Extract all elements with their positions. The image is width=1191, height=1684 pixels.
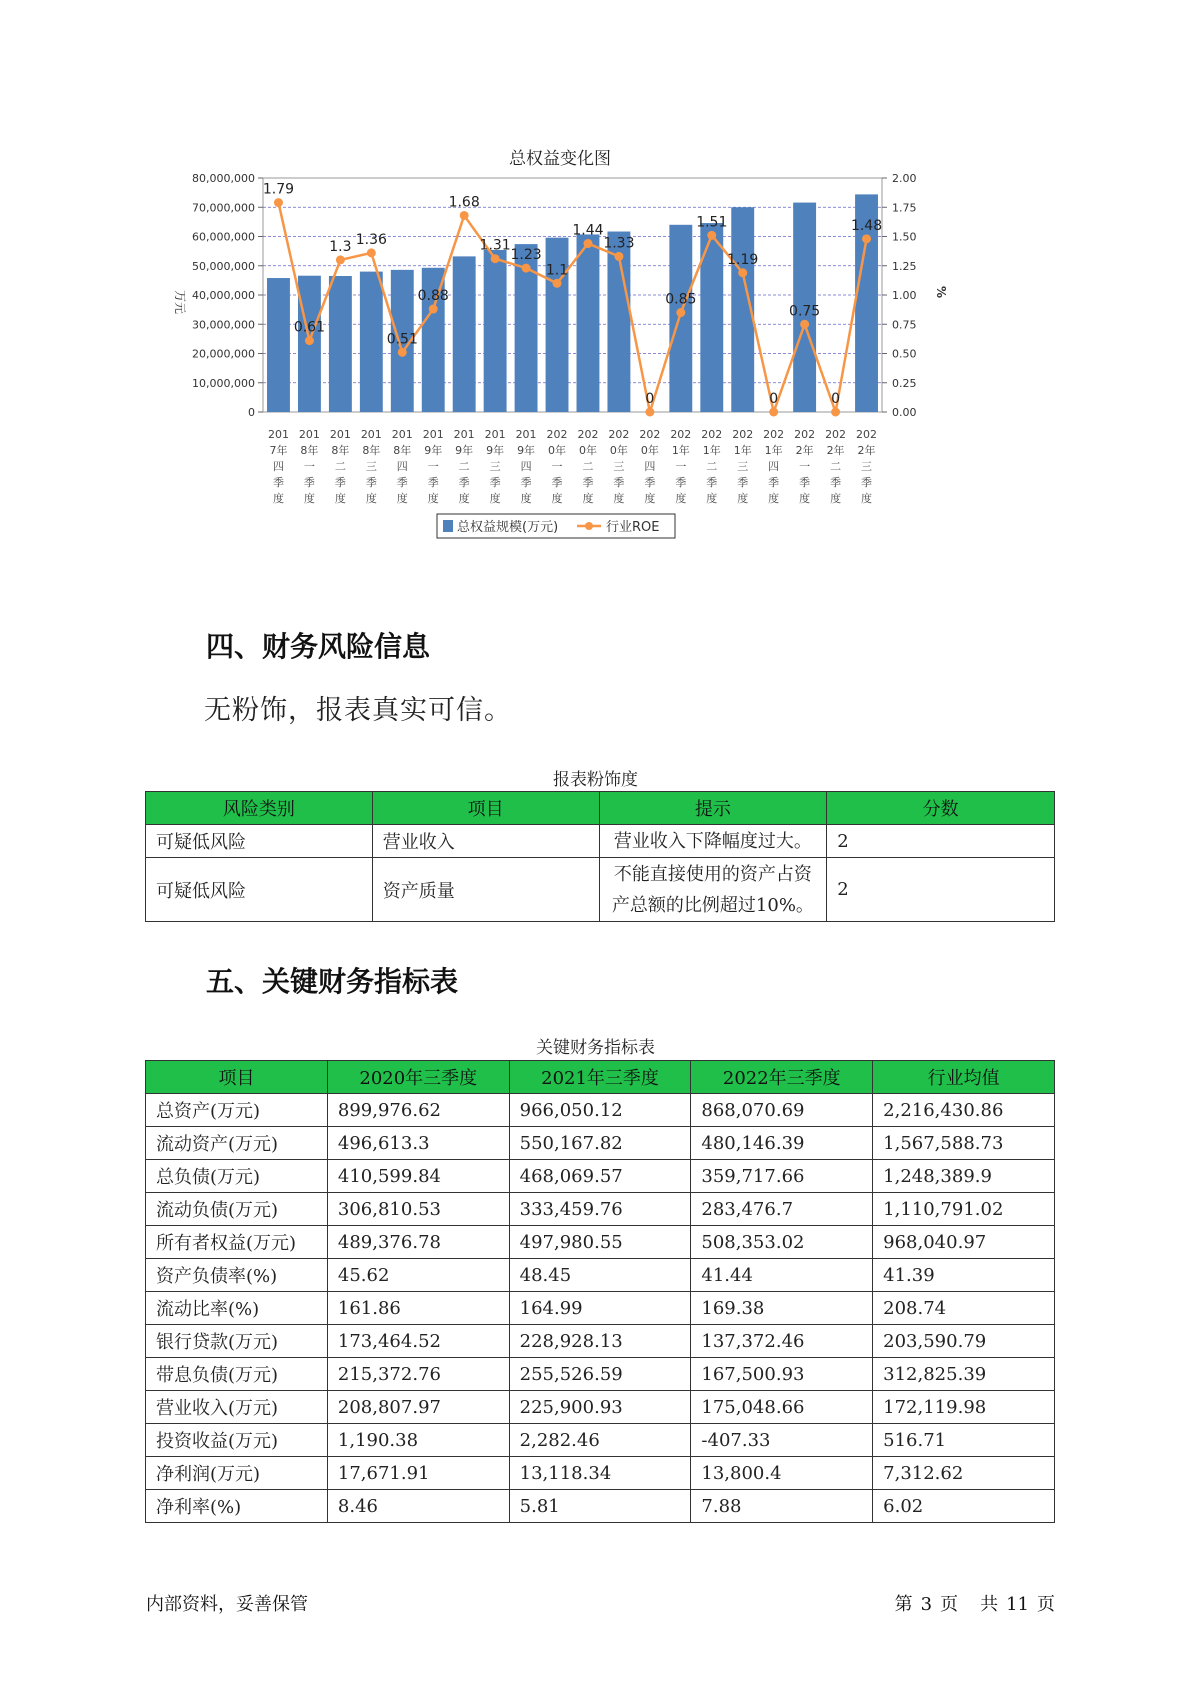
roe-data-label: 1.23: [510, 247, 542, 264]
y-tick-label: 60,000,000: [192, 230, 255, 244]
indicator-table-header: [146, 1061, 1055, 1094]
roe-data-label: 1.44: [572, 222, 604, 239]
roe-point: [614, 252, 623, 261]
x-tick-label: 季: [489, 476, 501, 489]
x-tick-label: 度: [582, 492, 594, 505]
indicator-value: 312,825.39: [873, 1358, 1055, 1391]
roe-data-label: 1.19: [727, 251, 759, 268]
indicator-value: 208,807.97: [327, 1391, 509, 1424]
bar: [360, 272, 383, 412]
roe-point: [398, 348, 407, 357]
indicator-name: 流动负债(万元): [146, 1193, 328, 1226]
page-prefix: 第: [894, 1594, 913, 1615]
legend-line-marker: [585, 522, 593, 530]
x-tick-label: 季: [458, 476, 470, 489]
x-tick-label: 2年: [795, 444, 814, 457]
x-tick-label: 一: [675, 460, 687, 473]
x-tick-label: 201: [453, 428, 475, 441]
x-tick-label: 8年: [331, 444, 350, 457]
risk-header-cell: 风险类别: [146, 792, 373, 825]
indicator-value: 359,717.66: [691, 1160, 873, 1193]
x-tick-label: 度: [768, 492, 780, 505]
bar: [453, 256, 476, 412]
section5-title: 五、关键财务指标表: [206, 965, 459, 998]
roe-point: [491, 254, 500, 263]
y-tick-label: 10,000,000: [192, 376, 255, 390]
x-tick-label: 0年: [609, 444, 628, 457]
indicator-value: 410,599.84: [327, 1160, 509, 1193]
y-axis-label: 万元: [173, 289, 187, 315]
indicator-value: 968,040.97: [873, 1226, 1055, 1259]
bar: [329, 276, 352, 412]
total-unit: 页: [1037, 1594, 1055, 1615]
indicator-value: 489,376.78: [327, 1226, 509, 1259]
x-tick-label: 202: [577, 428, 599, 441]
y2-axis-label: %: [934, 285, 948, 299]
legend-bar-swatch: [443, 520, 453, 532]
indicator-name: 投资收益(万元): [146, 1424, 328, 1457]
roe-point: [429, 305, 438, 314]
roe-point: [336, 255, 345, 264]
bar: [484, 250, 507, 412]
x-tick-label: 201: [515, 428, 537, 441]
y2-tick-label: 0.50: [892, 347, 917, 361]
indicator-value: 7.88: [691, 1490, 873, 1523]
x-tick-label: 度: [396, 492, 408, 505]
x-tick-label: 202: [732, 428, 754, 441]
indicator-name: 带息负债(万元): [146, 1358, 328, 1391]
x-tick-label: 一: [303, 460, 315, 473]
x-tick-label: 度: [303, 492, 315, 505]
roe-data-label: 0.61: [293, 319, 326, 336]
x-tick-label: 度: [365, 492, 377, 505]
x-tick-label: 四: [272, 460, 284, 473]
risk-item: 资产质量: [372, 858, 599, 922]
roe-data-label: 0: [645, 391, 655, 407]
x-tick-label: 0年: [578, 444, 597, 457]
roe-point: [645, 408, 654, 417]
x-tick-label: 三: [861, 460, 873, 473]
y-tick-label: 0: [248, 406, 255, 419]
x-tick-label: 1年: [764, 444, 783, 457]
roe-data-label: 1.48: [850, 217, 883, 234]
indicator-value: 215,372.76: [327, 1358, 509, 1391]
x-tick-label: 202: [856, 428, 878, 441]
risk-table: [145, 791, 1055, 922]
x-tick-label: 度: [644, 492, 656, 505]
x-tick-label: 二: [582, 460, 594, 473]
indicator-value: 13,118.34: [509, 1457, 691, 1490]
indicator-value: 203,590.79: [873, 1325, 1055, 1358]
y2-tick-label: 0.75: [892, 318, 917, 332]
x-tick-label: 季: [830, 476, 842, 489]
x-tick-label: 四: [644, 460, 656, 473]
y-tick-label: 40,000,000: [192, 289, 255, 302]
x-tick-label: 度: [427, 492, 439, 505]
indicator-table: [145, 1060, 1055, 1523]
table-row: [146, 1292, 1055, 1325]
page-number: 3: [920, 1594, 933, 1615]
x-tick-label: 0年: [640, 444, 659, 457]
x-tick-label: 2年: [826, 444, 845, 457]
table-row: [146, 1457, 1055, 1490]
table-row: [146, 1259, 1055, 1292]
x-tick-label: 8年: [393, 444, 412, 457]
x-tick-label: 季: [551, 476, 563, 489]
x-tick-label: 一: [551, 460, 563, 473]
x-tick-label: 季: [520, 476, 532, 489]
total-pages: 11: [1006, 1594, 1029, 1615]
roe-point: [305, 336, 314, 345]
x-tick-label: 9年: [424, 444, 443, 457]
y2-tick-label: 1.75: [892, 201, 917, 215]
x-tick-label: 二: [706, 460, 718, 473]
bar: [267, 278, 290, 412]
roe-data-label: 1.36: [355, 231, 387, 248]
x-tick-label: 三: [737, 460, 749, 473]
x-tick-label: 季: [303, 476, 315, 489]
table-row: [146, 1226, 1055, 1259]
table-row: [146, 1160, 1055, 1193]
indicator-value: 468,069.57: [509, 1160, 691, 1193]
x-tick-label: 201: [329, 428, 351, 441]
indicator-value: 225,900.93: [509, 1391, 691, 1424]
bar: [669, 225, 692, 412]
x-tick-label: 1年: [733, 444, 752, 457]
indicator-value: 13,800.4: [691, 1457, 873, 1490]
indicator-value: 2,282.46: [509, 1424, 691, 1457]
indicator-value: 164.99: [509, 1292, 691, 1325]
indicator-name: 营业收入(万元): [146, 1391, 328, 1424]
x-tick-label: 1年: [671, 444, 690, 457]
x-tick-label: 季: [396, 476, 408, 489]
indicator-value: 7,312.62: [873, 1457, 1055, 1490]
indicator-value: 550,167.82: [509, 1127, 691, 1160]
x-tick-label: 1年: [702, 444, 721, 457]
x-tick-label: 度: [334, 492, 346, 505]
indicator-value: 899,976.62: [327, 1094, 509, 1127]
table-row: [146, 1094, 1055, 1127]
risk-category: 可疑低风险: [146, 858, 373, 922]
indicator-value: 137,372.46: [691, 1325, 873, 1358]
x-tick-label: 度: [520, 492, 532, 505]
x-tick-label: 度: [458, 492, 470, 505]
bar: [577, 234, 600, 412]
x-tick-label: 三: [489, 460, 501, 473]
x-tick-label: 202: [546, 428, 568, 441]
x-tick-label: 二: [458, 460, 470, 473]
y2-tick-label: 1.50: [892, 230, 917, 244]
x-tick-label: 三: [613, 460, 625, 473]
roe-point: [738, 268, 747, 277]
roe-data-label: 0.88: [417, 288, 449, 305]
indicator-name: 净利率(%): [146, 1490, 328, 1523]
x-tick-label: 一: [427, 460, 439, 473]
x-tick-label: 四: [520, 460, 532, 473]
table-row: [146, 1325, 1055, 1358]
y-tick-label: 80,000,000: [192, 172, 255, 185]
x-tick-label: 8年: [300, 444, 319, 457]
indicator-value: 2,216,430.86: [873, 1094, 1055, 1127]
roe-point: [367, 248, 376, 257]
x-tick-label: 9年: [517, 444, 536, 457]
y2-tick-label: 2.00: [892, 172, 917, 185]
roe-data-label: 0.51: [386, 331, 418, 348]
indicator-value: 8.46: [327, 1490, 509, 1523]
y2-tick-label: 1.00: [892, 289, 917, 302]
roe-data-label: 0: [769, 391, 779, 407]
x-tick-label: 二: [830, 460, 842, 473]
risk-header-cell: 分数: [827, 792, 1055, 825]
x-tick-label: 202: [825, 428, 847, 441]
footer-confidential: 内部资料，妥善保管: [146, 1594, 308, 1615]
x-tick-label: 度: [551, 492, 563, 505]
indicator-name: 资产负债率(%): [146, 1259, 328, 1292]
risk-table-header: [146, 792, 1055, 825]
x-tick-label: 201: [484, 428, 506, 441]
indicator-value: 868,070.69: [691, 1094, 873, 1127]
roe-point: [460, 211, 469, 220]
legend-line-label: 行业ROE: [606, 520, 660, 535]
x-tick-label: 季: [768, 476, 780, 489]
roe-data-label: 0.75: [789, 303, 821, 320]
x-tick-label: 度: [861, 492, 873, 505]
page-unit: 页: [940, 1594, 959, 1615]
roe-data-label: 1.33: [603, 235, 635, 252]
roe-point: [522, 264, 531, 273]
y-tick-label: 50,000,000: [192, 259, 255, 273]
risk-hint: 营业收入下降幅度过大。: [599, 825, 827, 858]
table-row: [146, 825, 1055, 858]
indicator-value: 175,048.66: [691, 1391, 873, 1424]
indicator-value: 1,110,791.02: [873, 1193, 1055, 1226]
indicator-name: 流动资产(万元): [146, 1127, 328, 1160]
section4-paragraph: 无粉饰，报表真实可信。: [204, 695, 512, 726]
x-tick-label: 201: [298, 428, 320, 441]
indicator-value: 333,459.76: [509, 1193, 691, 1226]
x-tick-label: 度: [613, 492, 625, 505]
indicator-header-cell: 项目: [146, 1061, 328, 1094]
y2-tick-label: 0.25: [892, 376, 917, 390]
indicator-value: -407.33: [691, 1424, 873, 1457]
risk-score: 2: [827, 858, 1055, 922]
x-tick-label: 202: [608, 428, 630, 441]
table-row: [146, 1358, 1055, 1391]
x-tick-label: 季: [861, 476, 873, 489]
chart-svg: [160, 140, 960, 590]
x-tick-label: 201: [267, 428, 289, 441]
indicator-value: 169.38: [691, 1292, 873, 1325]
risk-score: 2: [827, 825, 1055, 858]
x-tick-label: 202: [701, 428, 723, 441]
indicator-value: 508,353.02: [691, 1226, 873, 1259]
x-tick-label: 季: [334, 476, 346, 489]
indicator-name: 银行贷款(万元): [146, 1325, 328, 1358]
x-tick-label: 一: [799, 460, 811, 473]
table-row: [146, 1127, 1055, 1160]
indicator-value: 173,464.52: [327, 1325, 509, 1358]
roe-data-label: 1.1: [545, 262, 569, 279]
x-tick-label: 201: [360, 428, 382, 441]
indicator-value: 172,119.98: [873, 1391, 1055, 1424]
x-tick-label: 度: [706, 492, 718, 505]
roe-point: [676, 308, 685, 317]
indicator-header-cell: 2022年三季度: [691, 1061, 873, 1094]
indicator-value: 255,526.59: [509, 1358, 691, 1391]
x-tick-label: 度: [272, 492, 284, 505]
table-row: [146, 858, 1055, 922]
x-tick-label: 201: [422, 428, 444, 441]
indicator-header-cell: 行业均值: [873, 1061, 1055, 1094]
y2-tick-label: 1.25: [892, 259, 917, 273]
indicator-value: 516.71: [873, 1424, 1055, 1457]
indicator-value: 41.44: [691, 1259, 873, 1292]
y-tick-label: 30,000,000: [192, 318, 255, 332]
roe-point: [862, 234, 871, 243]
table-row: [146, 1424, 1055, 1457]
x-tick-label: 二: [334, 460, 346, 473]
legend-bar-label: 总权益规模(万元): [457, 520, 559, 535]
x-tick-label: 季: [644, 476, 656, 489]
indicator-value: 161.86: [327, 1292, 509, 1325]
y2-tick-label: 0.00: [892, 406, 917, 419]
x-tick-label: 7年: [269, 444, 288, 457]
x-tick-label: 三: [365, 460, 377, 473]
roe-data-label: 0: [831, 391, 841, 407]
roe-data-label: 1.68: [448, 194, 480, 211]
risk-table-caption: 报表粉饰度: [553, 770, 638, 790]
risk-header-cell: 提示: [599, 792, 827, 825]
y-tick-label: 70,000,000: [192, 201, 255, 215]
indicator-table-caption: 关键财务指标表: [536, 1038, 655, 1058]
x-tick-label: 202: [763, 428, 785, 441]
indicator-header-cell: 2021年三季度: [509, 1061, 691, 1094]
indicator-value: 480,146.39: [691, 1127, 873, 1160]
risk-item: 营业收入: [372, 825, 599, 858]
x-tick-label: 季: [582, 476, 594, 489]
risk-category: 可疑低风险: [146, 825, 373, 858]
total-prefix: 共: [980, 1594, 999, 1615]
x-tick-label: 四: [768, 460, 780, 473]
indicator-value: 496,613.3: [327, 1127, 509, 1160]
x-tick-label: 季: [613, 476, 625, 489]
indicator-value: 497,980.55: [509, 1226, 691, 1259]
indicator-value: 208.74: [873, 1292, 1055, 1325]
x-tick-label: 202: [794, 428, 816, 441]
x-tick-label: 8年: [362, 444, 381, 457]
table-row: [146, 1490, 1055, 1523]
roe-point: [769, 408, 778, 417]
indicator-value: 167,500.93: [691, 1358, 873, 1391]
equity-chart: [160, 140, 960, 590]
indicator-value: 1,248,389.9: [873, 1160, 1055, 1193]
roe-data-label: 0.85: [665, 291, 697, 308]
roe-point: [800, 320, 809, 329]
section4-title: 四、财务风险信息: [206, 630, 431, 663]
roe-point: [583, 239, 592, 248]
table-row: [146, 1193, 1055, 1226]
x-tick-label: 季: [737, 476, 749, 489]
x-tick-label: 季: [706, 476, 718, 489]
x-tick-label: 9年: [455, 444, 474, 457]
x-tick-label: 季: [272, 476, 284, 489]
roe-point: [274, 198, 283, 207]
indicator-value: 1,190.38: [327, 1424, 509, 1457]
roe-point: [831, 408, 840, 417]
indicator-name: 净利润(万元): [146, 1457, 328, 1490]
indicator-value: 45.62: [327, 1259, 509, 1292]
x-tick-label: 度: [489, 492, 501, 505]
x-tick-label: 季: [365, 476, 377, 489]
roe-data-label: 1.3: [329, 238, 352, 255]
x-tick-label: 度: [830, 492, 842, 505]
bar: [700, 223, 723, 412]
footer-page-info: [887, 1590, 1055, 1616]
x-tick-label: 度: [675, 492, 687, 505]
y-tick-label: 20,000,000: [192, 347, 255, 361]
x-tick-label: 202: [639, 428, 661, 441]
indicator-value: 5.81: [509, 1490, 691, 1523]
x-tick-label: 2年: [857, 444, 876, 457]
risk-header-cell: 项目: [372, 792, 599, 825]
indicator-value: 41.39: [873, 1259, 1055, 1292]
indicator-value: 283,476.7: [691, 1193, 873, 1226]
roe-data-label: 1.31: [479, 237, 511, 254]
roe-data-label: 1.51: [696, 214, 728, 231]
indicator-name: 流动比率(%): [146, 1292, 328, 1325]
x-tick-label: 季: [799, 476, 811, 489]
indicator-value: 228,928.13: [509, 1325, 691, 1358]
roe-point: [553, 279, 562, 288]
indicator-value: 17,671.91: [327, 1457, 509, 1490]
x-tick-label: 0年: [548, 444, 567, 457]
indicator-name: 所有者权益(万元): [146, 1226, 328, 1259]
x-tick-label: 四: [396, 460, 408, 473]
indicator-name: 总资产(万元): [146, 1094, 328, 1127]
x-tick-label: 201: [391, 428, 413, 441]
roe-data-label: 1.79: [262, 181, 295, 198]
indicator-value: 306,810.53: [327, 1193, 509, 1226]
x-tick-label: 9年: [486, 444, 505, 457]
roe-point: [707, 231, 716, 240]
x-tick-label: 季: [675, 476, 687, 489]
indicator-value: 48.45: [509, 1259, 691, 1292]
risk-hint: 不能直接使用的资产占资产总额的比例超过10%。: [599, 858, 827, 922]
chart-title: 总权益变化图: [509, 149, 611, 169]
x-tick-label: 季: [427, 476, 439, 489]
x-tick-label: 度: [737, 492, 749, 505]
indicator-value: 966,050.12: [509, 1094, 691, 1127]
indicator-value: 6.02: [873, 1490, 1055, 1523]
indicator-value: 1,567,588.73: [873, 1127, 1055, 1160]
x-tick-label: 度: [799, 492, 811, 505]
indicator-header-cell: 2020年三季度: [327, 1061, 509, 1094]
indicator-name: 总负债(万元): [146, 1160, 328, 1193]
x-tick-label: 202: [670, 428, 692, 441]
table-row: [146, 1391, 1055, 1424]
